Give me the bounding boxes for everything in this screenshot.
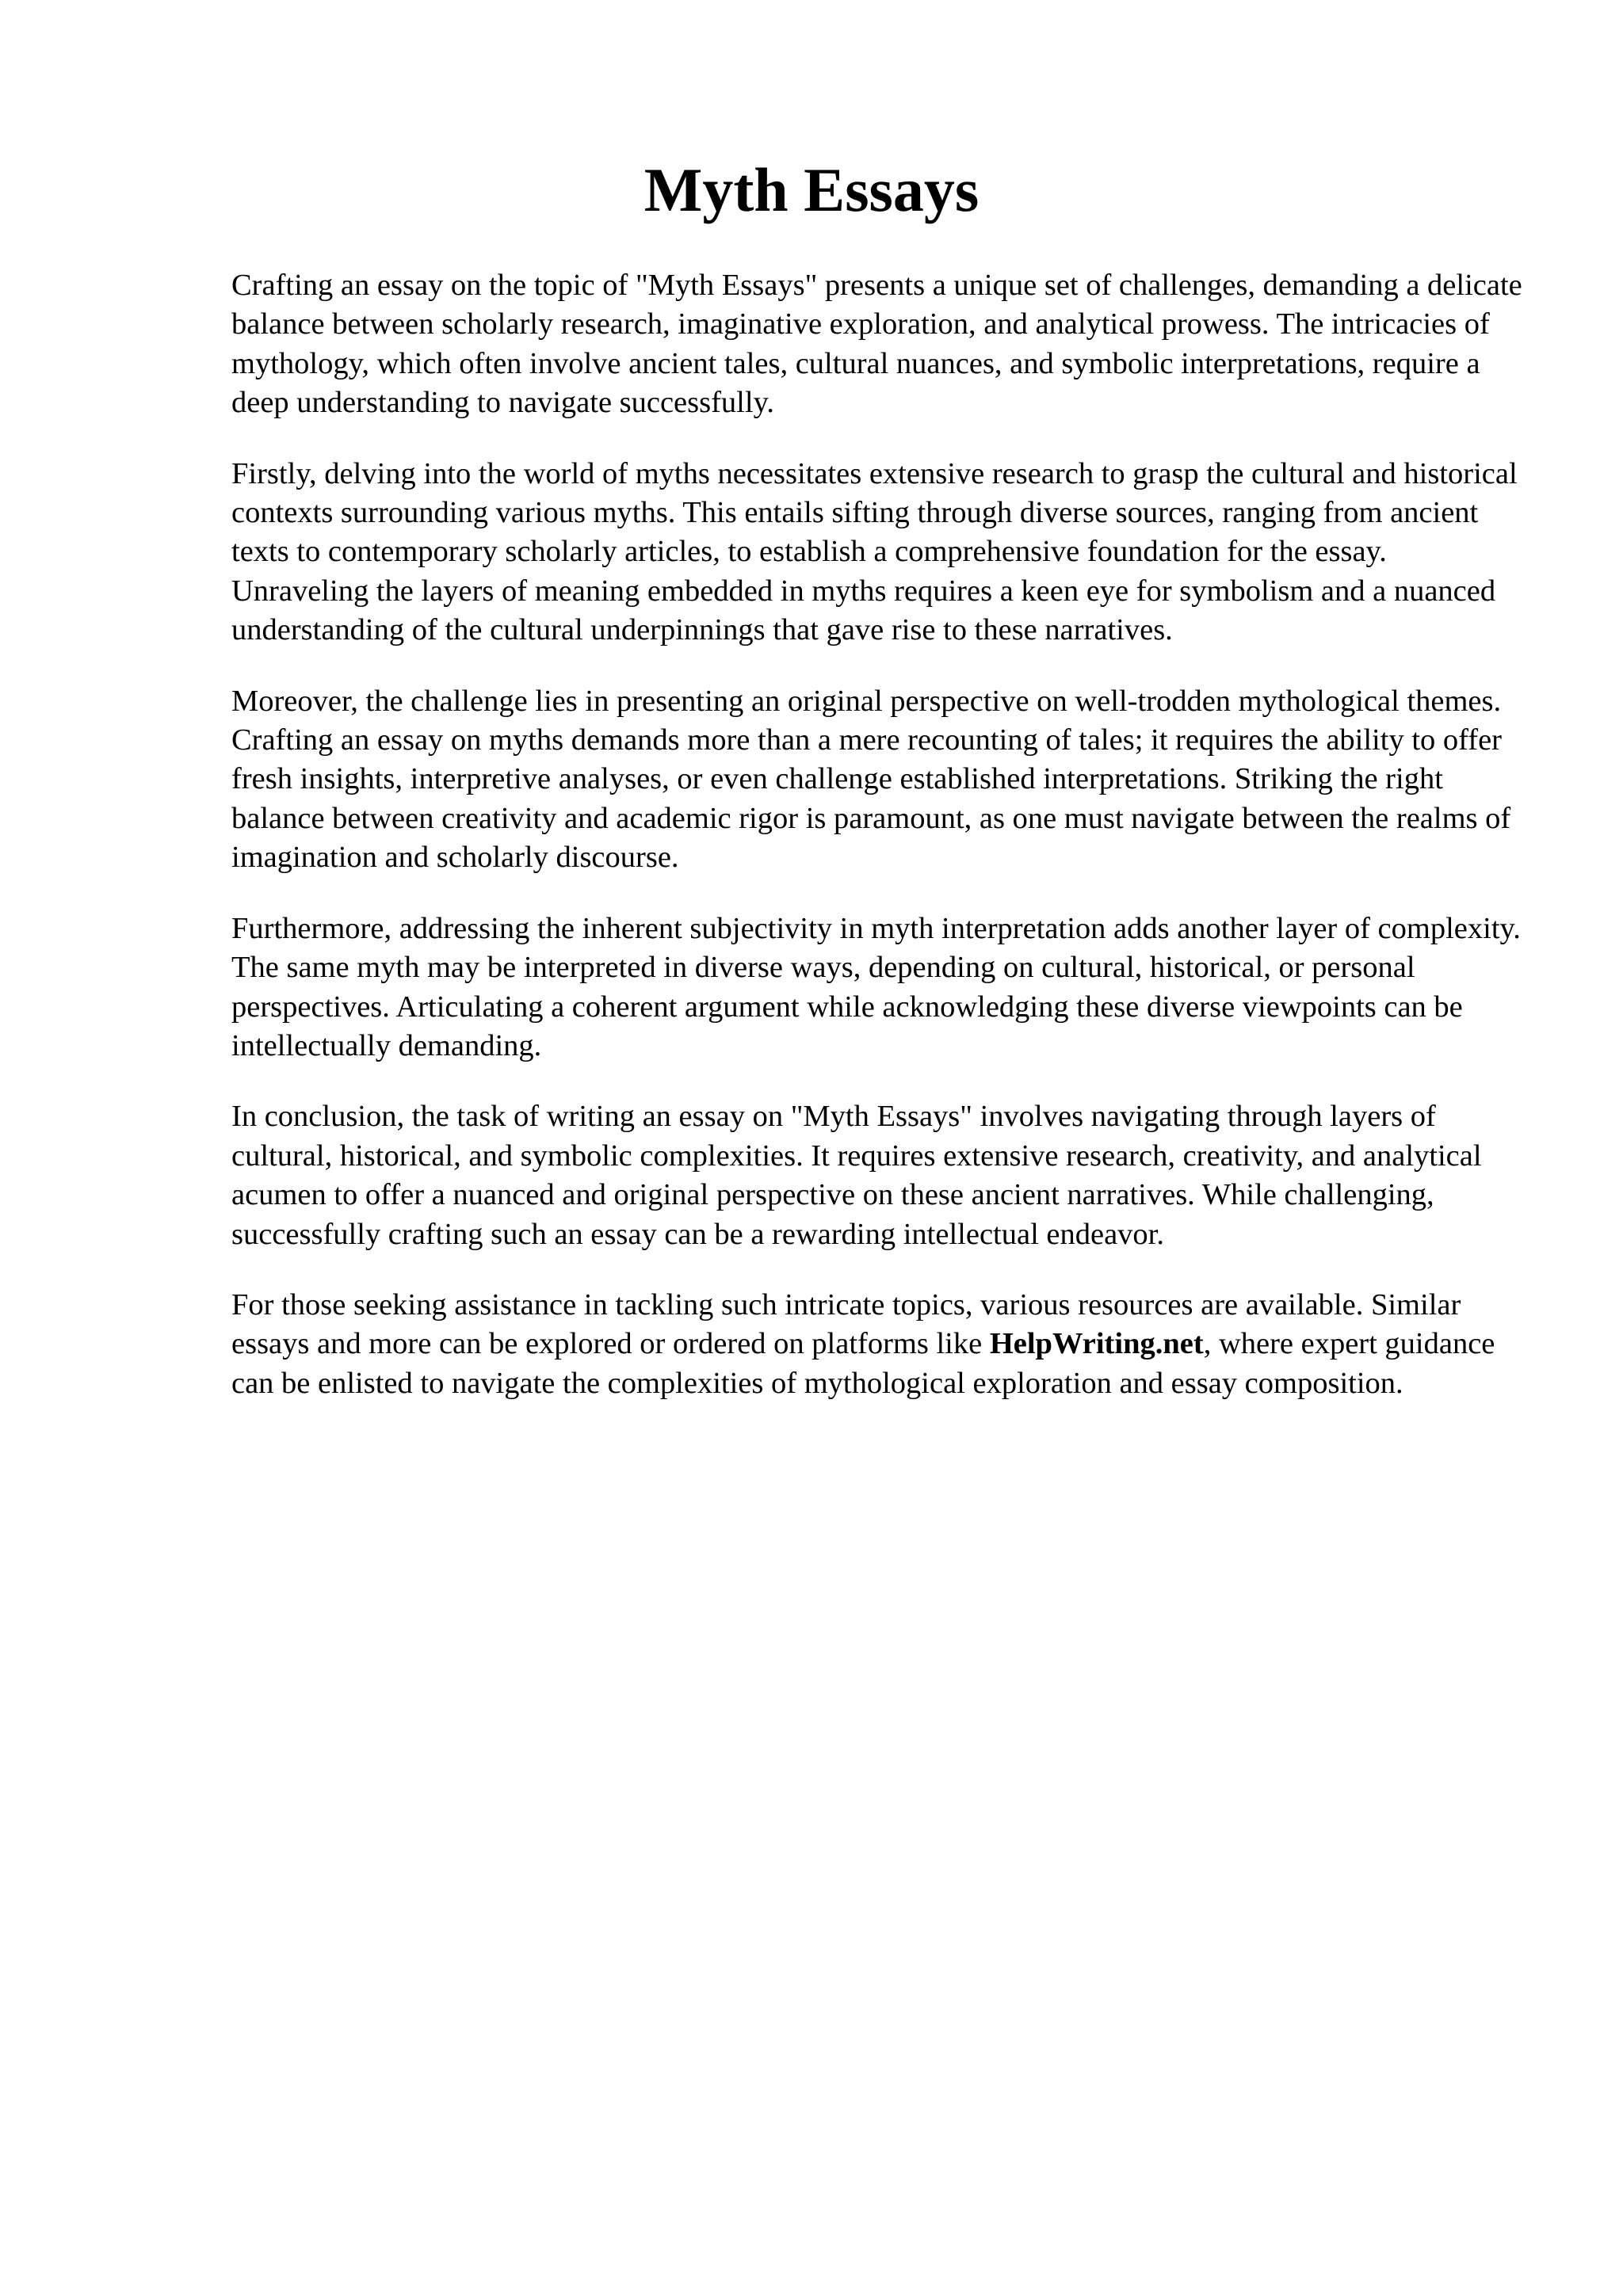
paragraph-subjectivity: Furthermore, addressing the inherent subjectivity in myth interpretation adds another layer of complexity. The same myth may be interpreted in diverse ways, depending on cultural, historical, or personal perspectives. Articulating a coherent argument while acknowledging these diverse viewpoints can be intellectually demanding. (231, 911, 1521, 1062)
paragraph-conclusion: In conclusion, the task of writing an essay on "Myth Essays" involves navigating through layers of cultural, historical, and symbolic complexities. It requires extensive research, creativity, and analytical acumen to offer a nuanced and original perspective on these ancient narratives. While challenging, successfully crafting such an essay can be a rewarding intellectual endeavor. (231, 1100, 1482, 1251)
paragraph-originality: Moreover, the challenge lies in presenting an original perspective on well-trodden mythological themes. Crafting an essay on myths demands more than a mere recounting of tales; it requires the ability to offer fresh insights, interpretive analyses, or even challenge established interpretations. Striking the right balance between creativity and academic rigor is paramount, as one must navigate between the realms of imagination and scholarly discourse. (231, 684, 1511, 875)
paragraph-research: Firstly, delving into the world of myths necessitates extensive research to grasp the cultural and historical contexts surrounding various myths. This entails sifting through diverse sources, ranging from ancient texts to contemporary scholarly articles, to establish a comprehensive foundation for the essay. Unraveling the layers of meaning embedded in myths requires a keen eye for symbolism and a nuanced understanding of the cultural underpinnings that gave rise to these narratives. (231, 456, 1518, 647)
paragraph-closing (231, 1286, 1531, 1403)
document-title: Myth Essays (643, 155, 980, 224)
closing-text-after: , where expert guidance can be enlisted to navigate the complexities of mythological exploration and essay composition. (231, 1327, 1495, 1400)
document-body (231, 266, 1531, 1435)
paragraph-intro: Crafting an essay on the topic of "Myth Essays" presents a unique set of challenges, demanding a delicate balance between scholarly research, imaginative exploration, and analytical prowess. The intricacies of mythology, which often involve ancient tales, cultural nuances, and symbolic interpretations, require a deep understanding to navigate successfully. (231, 269, 1522, 420)
brand-name: HelpWriting.net (989, 1327, 1204, 1361)
closing-text-before: For those seeking assistance in tackling such intricate topics, various resources are available. Similar essays and more can be explored or ordered on platforms like (231, 1287, 1461, 1361)
